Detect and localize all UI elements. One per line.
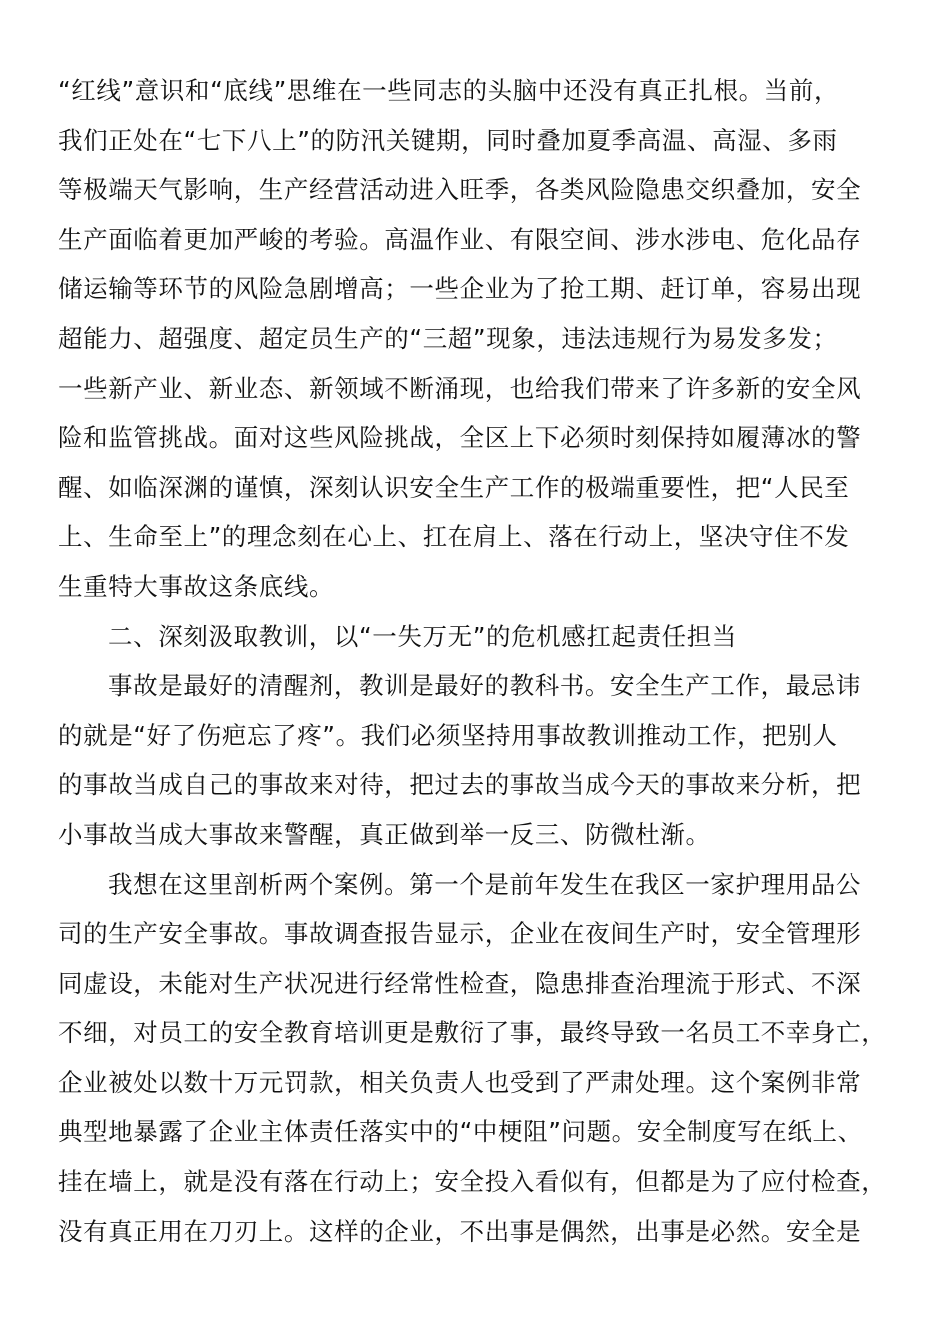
text-line: 储运输等环节的风险急剧增高；一些企业为了抢工期、赶订单，容易出现 [58,274,862,304]
text-line: 我想在这里剖析两个案例。第一个是前年发生在我区一家护理用品公 [108,869,861,899]
text-line: “红线”意识和“底线”思维在一些同志的头脑中还没有真正扎根。当前， [58,76,840,105]
text-line: 我们正处在“七下八上”的防汛关键期，同时叠加夏季高温、高湿、多雨 [58,125,838,155]
text-line: 事故是最好的清醒剂，教训是最好的教科书。安全生产工作，最忌讳 [108,671,861,701]
text-line: 小事故当成大事故来警醒，真正做到举一反三、防微杜渐。 [58,819,711,849]
text-line: 超能力、超强度、超定员生产的“三超”现象，违法违规行为易发多发； [58,323,838,353]
text-line: 挂在墙上，就是没有落在行动上；安全投入看似有，但都是为了应付检查， [58,1167,887,1197]
text-line: 生产面临着更加严峻的考验。高温作业、有限空间、涉水涉电、危化品存 [58,224,862,254]
text-line: 等极端天气影响，生产经营活动进入旺季，各类风险隐患交织叠加，安全 [58,175,862,205]
text-line: 上、生命至上”的理念刻在心上、扛在肩上、落在行动上，坚决守住不发 [58,522,850,552]
text-line: 典型地暴露了企业主体责任落实中的“中梗阻”问题。安全制度写在纸上、 [58,1117,863,1147]
text-line: 司的生产安全事故。事故调查报告显示，企业在夜间生产时，安全管理形 [58,919,862,949]
text-line: 一些新产业、新业态、新领域不断涌现，也给我们带来了许多新的安全风 [58,373,862,403]
document-page [58,66,892,1256]
text-line: 醒、如临深渊的谨慎，深刻认识安全生产工作的极端重要性，把“人民至 [58,472,850,502]
text-line: 企业被处以数十万元罚款，相关负责人也受到了严肃处理。这个案例非常 [58,1067,862,1097]
text-line: 同虚设，未能对生产状况进行经常性检查，隐患排查治理流于形式、不深 [58,968,862,998]
text-line: 不细，对员工的安全教育培训更是敷衍了事，最终导致一名员工不幸身亡， [58,1018,887,1048]
text-line: 的就是“好了伤疤忘了疼”。我们必须坚持用事故教训推动工作，把别人 [58,720,838,750]
text-line: 的事故当成自己的事故来对待，把过去的事故当成今天的事故来分析，把 [58,770,862,800]
text-line: 险和监管挑战。面对这些风险挑战，全区上下必须时刻保持如履薄冰的警 [58,423,862,453]
text-line: 生重特大事故这条底线。 [58,571,335,601]
text-line: 没有真正用在刀刃上。这样的企业，不出事是偶然，出事是必然。安全是 [58,1216,862,1246]
section-heading: 二、深刻汲取教训，以“一失万无”的危机感扛起责任担当 [108,621,737,651]
